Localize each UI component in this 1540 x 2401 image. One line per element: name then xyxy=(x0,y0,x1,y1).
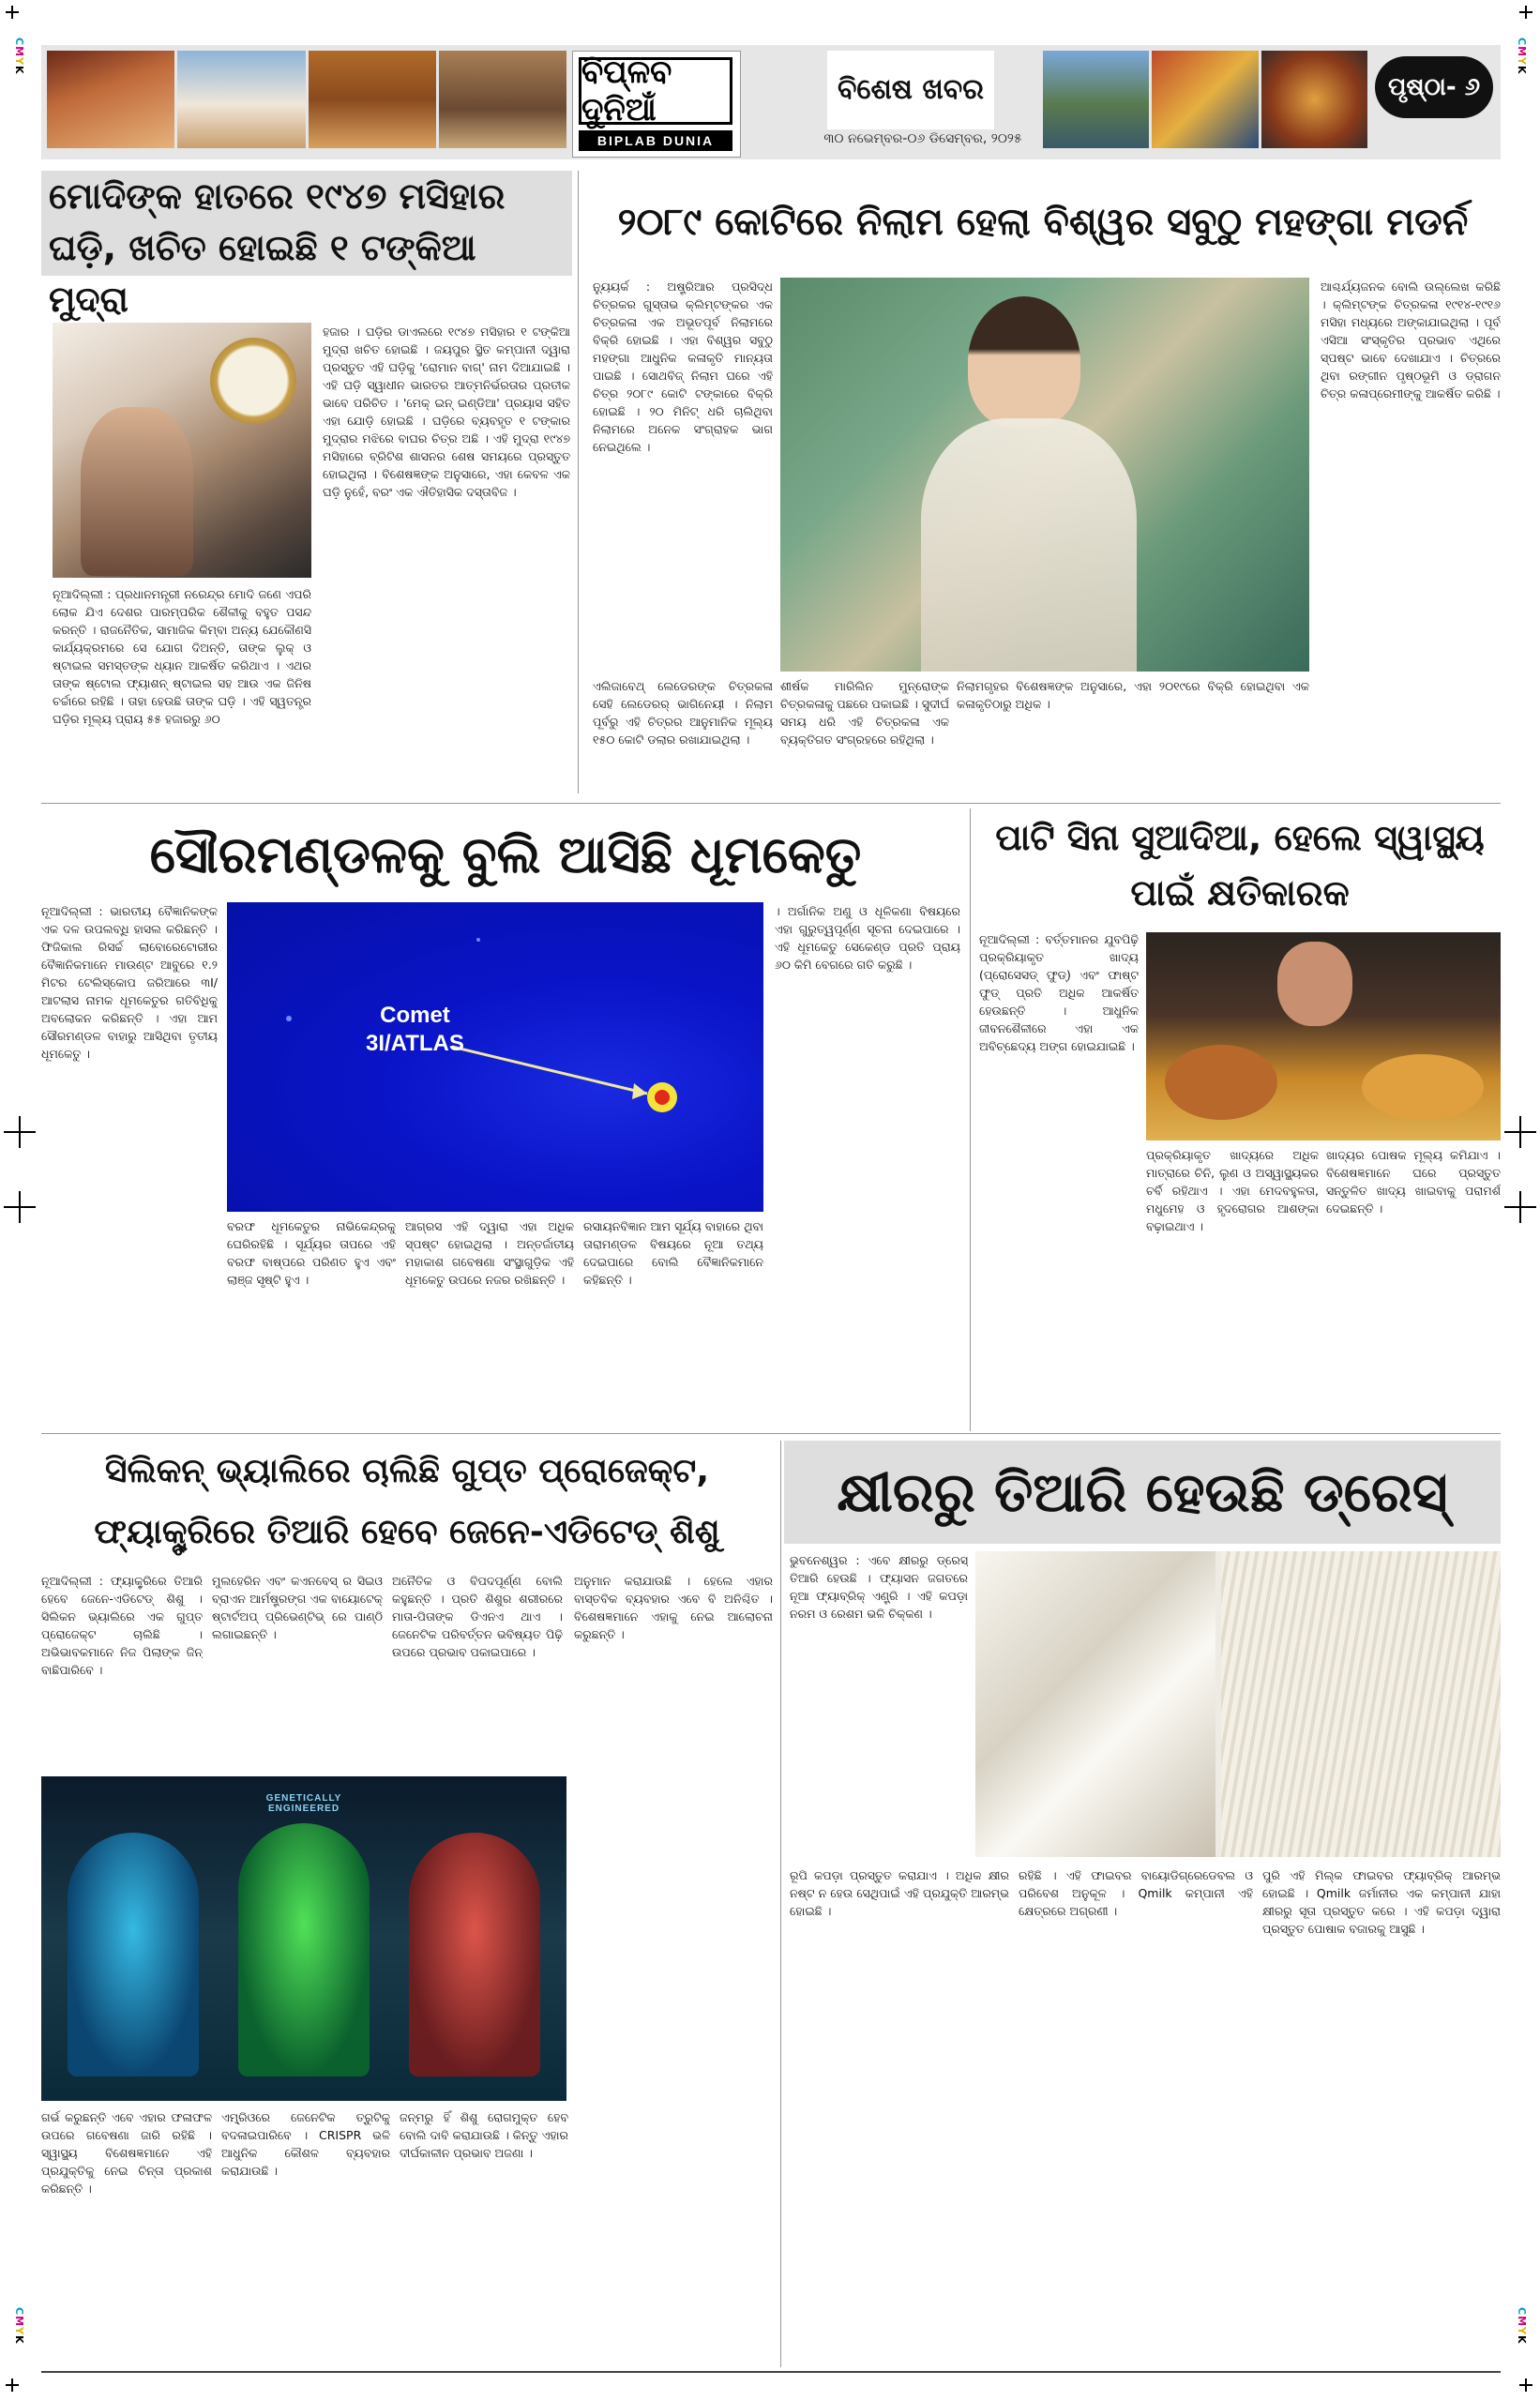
bottom-rule xyxy=(41,2371,1501,2373)
portrait-dress xyxy=(921,418,1137,672)
art-column-1: ନ୍ୟୁୟର୍କ : ଅଷ୍ଟ୍ରିଆର ପ୍ରସିଦ୍ଧ ଚିତ୍ରକର ଗୁସ୍ତାଭ କ୍ଲିମ୍ଟଙ୍କର ଏକ ଚିତ୍ରକଳା ଏକ ଅଭୂତପୂର୍ବ ନିଲାମରେ ବିକ୍ରି ହୋଇଛି । ଏହା ବିଶ୍ୱର ସବୁଠୁ ମହଙ୍ଗା ଆଧୁନିକ କଳାକୃତି ମାନ୍ୟତା ପାଇଛି । ସୋଥବିଜ୍ ନିଲାମ ଘରେ ଏହି ଚିତ୍ର ୨୦୮୯ କୋଟି ଟଙ୍କାରେ ବିକ୍ରି ହୋଇଛି । ୨୦ ମିନିଟ୍ ଧରି ଚାଲିଥିବା ନିଲାମରେ ଅନେକ ସଂଗ୍ରାହକ ଭାଗ ନେଇଥିଲେ । xyxy=(593,279,773,454)
modi-watch-photo xyxy=(53,323,311,578)
comet-column-5: । ଅର୍ଗାନିକ ଅଣୁ ଓ ଧୂଳିକଣା ବିଷୟରେ ଏହା ଗୁରୁତ୍ୱପୂର୍ଣ୍ଣ ସୂଚନା ଦେଇପାରେ । ଏହି ଧୂମକେତୁ ସେକେଣ୍ଡ ପ୍ରତି ପ୍ରାୟ ୬୦ କିମି ବେଗରେ ଗତି କରୁଛି । xyxy=(775,904,960,972)
pizza-column-1: ନୂଆଦିଲ୍ଲୀ : ବର୍ତ୍ତମାନର ଯୁବପିଢ଼ି ପ୍ରକ୍ରିୟାକୃତ ଖାଦ୍ୟ (ପ୍ରୋସେସଡ୍ ଫୁଡ୍) ଏବଂ ଫାଷ୍ଟ ଫୁଡ୍ ପ୍ରତି ଅଧିକ ଆକର୍ଷିତ ହେଉଛନ୍ତି । ଆଧୁନିକ ଜୀବନଶୈଳୀରେ ଏହା ଏକ ଅବିଚ୍ଛେଦ୍ୟ ଅଙ୍ଗ ହୋଇଯାଇଛି । xyxy=(979,932,1139,1053)
milk-fabric-photo xyxy=(975,1551,1501,1857)
building-photo xyxy=(439,51,566,148)
page-number-badge: ପୃଷ୍ଠା- ୬ xyxy=(1375,56,1493,118)
registration-mark-right-2 xyxy=(1504,1191,1536,1223)
column-rule xyxy=(578,171,579,793)
silicon-column-1: ନୂଆଦିଲ୍ଲୀ : ଫ୍ୟାକ୍ଟ୍ରିରେ ତିଆରି ହେବେ ଜେନେ-ଏଡିଟେଡ୍ ଶିଶୁ । ସିଲିକନ ଭ୍ୟାଲିରେ ଏକ ଗୁପ୍ତ ପ୍ରୋଜେକ୍ଟ ଚାଲିଛି । ଅଭିଭାବକମାନେ ନିଜ ପିଲାଙ୍କ ଜିନ୍ ବାଛିପାରିବେ । xyxy=(41,1574,203,1677)
comet-label-id: 3I/ATLAS xyxy=(366,1031,464,1056)
star-dot xyxy=(476,938,480,942)
art-column-4: ନିଲାମଗୃହର ବିଶେଷଜ୍ଞଙ୍କ ଅନୁସାରେ, ଏହା ୨୦୧୯ରେ ବିକ୍ରି ହୋଇଥିବା ଏକ କଳାକୃତିଠାରୁ ଅଧିକ । xyxy=(957,679,1309,711)
comet-label-name: Comet xyxy=(380,1003,450,1028)
food-photo xyxy=(47,51,174,148)
art-column-5: ଆଶ୍ଚର୍ଯ୍ୟଜନକ ବୋଲି ଉଲ୍ଲେଖ କରିଛି । କ୍ଲିମ୍ଟଙ୍କ ଚିତ୍ରକଳା ୧୯୧୪-୧୯୧୬ ମସିହା ମଧ୍ୟରେ ଅଙ୍କାଯାଇଥିଲା । ପୂର୍ବ ଏସିଆ ସଂସ୍କୃତିର ପ୍ରଭାବ ଏଥିରେ ସ୍ପଷ୍ଟ ଭାବେ ଦେଖାଯାଏ । ଚିତ୍ରରେ ଥିବା ରଙ୍ଗୀନ ପୃଷ୍ଠଭୂମି ଓ ଡ୍ରାଗନ ଚିତ୍ର କଳାପ୍ରେମୀଙ୍କୁ ଆକର୍ଷିତ କରିଛି । xyxy=(1321,279,1501,400)
comet-column-2: ବରଫ ଧୂମକେତୁର ନାଭିକେନ୍ଦ୍ରକୁ ଘେରିରହିଛି । ସୂର୍ଯ୍ୟର ତାପରେ ଏହି ବରଫ ବାଷ୍ପରେ ପରିଣତ ହୁଏ ଏବଂ ଲାଞ୍ଜ ସୃଷ୍ଟି ହୁଏ । xyxy=(227,1219,396,1287)
logo-title: ବିପ୍ଳବ ଦୁନିଆଁ xyxy=(579,57,732,125)
column-rule xyxy=(970,808,971,1431)
section-rule xyxy=(41,803,1501,804)
masthead-photo-strip-left xyxy=(47,51,566,148)
cmyk-label-bottom-right: CMYK xyxy=(1516,2307,1528,2345)
comet-arrow-line xyxy=(452,1047,647,1094)
milk-column-3: ରହିଛି । ଏହି ଫାଇବର ବାୟୋଡିଗ୍ରେଡେବଲ ଓ ପରିବେଶ ଅନୁକୂଳ । Qmilk କମ୍ପାନୀ ଏହି କ୍ଷେତ୍ରରେ ଅଗ୍ରଣୀ । xyxy=(1019,1868,1253,1918)
green-pod xyxy=(238,1823,370,2076)
registration-mark-left xyxy=(4,1116,36,1148)
section-rule xyxy=(41,1433,1501,1434)
registration-mark-left-2 xyxy=(4,1191,36,1223)
mandala-photo xyxy=(1261,51,1367,148)
comet-photo-overlay xyxy=(227,902,763,1212)
crop-mark-top-left xyxy=(6,6,19,19)
art-column-2: ଏଲିଜାବେଥ୍ ଲେଡେରଙ୍କ ଚିତ୍ରକଳା ସେହି ଲେଡେରର୍ ଭାଗିନେୟୀ । ନିଲାମ ପୂର୍ବରୁ ଏହି ଚିତ୍ରର ଆନୁମାନିକ ମୂଲ୍ୟ ୧୫୦ କୋଟି ଡଲାର ରଖାଯାଇଥିଲା । xyxy=(593,679,773,747)
comet-column-1: ନୂଆଦିଲ୍ଲୀ : ଭାରତୀୟ ବୈଜ୍ଞାନିକଙ୍କ ଏକ ଦଳ ଉପଲବ୍ଧି ହାସଲ କରିଛନ୍ତି । ଫିଜିକାଲ ରିସର୍ଚ୍ଚ ଲାବୋରେଟୋରୀର ବୈଜ୍ଞାନିକମାନେ ମାଉଣ୍ଟ ଆବୁରେ ୧.୨ ମିଟର ଟେଲିସ୍କୋପ ଜରିଆରେ ୩I/ଆଟଲାସ ନାମକ ଧୂମକେତୁର ଗତିବିଧିକୁ ଅବଲୋକନ କରିଛନ୍ତି । ଏହା ଆମ ସୌରମଣ୍ଡଳ ବାହାରୁ ଆସିଥିବା ତୃତୀୟ ଧୂମକେତୁ । xyxy=(41,904,218,1061)
comet-column-4: ରସାୟନବିଜ୍ଞାନ ଆମ ସୂର୍ଯ୍ୟ ବାହାରେ ଥିବା ତାରାମଣ୍ଡଳ ବିଷୟରେ ନୂଆ ତଥ୍ୟ ଦେଇପାରେ ବୋଲି ବୈଜ୍ଞାନିକମାନେ କହିଛନ୍ତି । xyxy=(583,1219,763,1287)
cmyk-label-left: CMYK xyxy=(13,38,25,75)
issue-date: ୩୦ ନଭେମ୍ବର-୦୬ ଡିସେମ୍ବର, ୨୦୨୫ xyxy=(823,131,1022,146)
cmyk-label-bottom-left: CMYK xyxy=(13,2307,25,2345)
comet-nucleus xyxy=(655,1090,670,1105)
portrait-face xyxy=(968,296,1080,428)
yarn-fiber-shape xyxy=(1221,1551,1501,1857)
illustration-label: GENETICALLY ENGINEERED xyxy=(265,1793,342,1814)
registration-mark-right xyxy=(1504,1116,1536,1148)
gene-edited-babies-illustration xyxy=(41,1776,566,2101)
comet-arrow-head xyxy=(632,1083,647,1099)
comet-photo xyxy=(227,902,763,1212)
burger-shape xyxy=(1165,1045,1277,1120)
crop-mark-bottom-left xyxy=(6,2378,19,2392)
blue-pod xyxy=(68,1833,199,2076)
modi-column-2: ହଜାର । ଘଡ଼ିର ଡାଏଲରେ ୧୯୪୭ ମସିହାର ୧ ଟଙ୍କିଆ ମୁଦ୍ରା ଖଚିତ ହୋଇଛି । ଜୟପୁର ସ୍ଥିତ କମ୍ପାନୀ ଦ୍ୱାରା ପ୍ରସ୍ତୁତ ଏହି ଘଡ଼ିକୁ 'ରୋମାନ ବାଗ୍' ନାମ ଦିଆଯାଇଛି । ଏହି ଘଡ଼ି ସ୍ୱାଧୀନ ଭାରତର ଆତ୍ମନିର୍ଭରତାର ପ୍ରତୀକ ଭାବେ ପରିଚିତ । 'ମେକ୍ ଇନ୍ ଇଣ୍ଡିଆ' ପ୍ରୟାସ ସହିତ ଏହା ଯୋଡ଼ି ହୋଇଛି । ଘଡ଼ିରେ ବ୍ୟବହୃତ ୧ ଟଙ୍କାର ମୁଦ୍ରାର ମଝିରେ ବାଘର ଚିତ୍ର ଅଛି । ଏହି ମୁଦ୍ରା ୧୯୪୭ ମସିହାରେ ବ୍ରିଟିଶ ଶାସନର ଶେଷ ସମୟରେ ପ୍ରସ୍ତୁତ ହୋଇଥିଲା । ବିଶେଷଜ୍ଞଙ୍କ ଅନୁସାରେ, ଏହା କେବଳ ଏକ ଘଡ଼ି ନୁହେଁ, ବରଂ ଏକ ଐତିହାସିକ ଦସ୍ତାବିଜ । xyxy=(323,325,570,499)
masthead xyxy=(41,45,1501,159)
milk-headline: କ୍ଷୀରରୁ ତିଆରି ହେଉଛି ଡ୍ରେସ୍ xyxy=(784,1441,1501,1544)
silicon-column-5: ଗର୍ଭ କରୁଛନ୍ତି ଏବେ ଏହାର ଫଳାଫଳ ଉପରେ ଗବେଷଣା ଜାରି ରହିଛି । ସ୍ୱାସ୍ଥ୍ୟ ବିଶେଷଜ୍ଞମାନେ ଏହି ପ୍ରଯୁକ୍ତିକୁ ନେଇ ଚିନ୍ତା ପ୍ରକାଶ କରିଛନ୍ତି । xyxy=(41,2110,212,2196)
lake-photo xyxy=(1043,51,1149,148)
silicon-headline: ସିଲିକନ୍ ଭ୍ୟାଲିରେ ଚାଲିଛି ଗୁପ୍ତ ପ୍ରୋଜେକ୍ଟ, ଫ୍ୟାକ୍ଟ୍ରିରେ ତିଆରି ହେବେ ଜେନେ-ଏଡିଟେଡ୍ ଶିଶୁ xyxy=(94,1452,720,1551)
art-column-3: ଶୀର୍ଷକ ମାରିଲିନ ମୁନ୍ରୋଙ୍କ ଚିତ୍ରକଳାକୁ ପଛରେ ପକାଇଛି । ସୁଦୀର୍ଘ ସମୟ ଧରି ଏହି ଚିତ୍ରକଳା ଏକ ବ୍ୟକ୍ତିଗତ ସଂଗ୍ରହରେ ରହିଥିଲା । xyxy=(780,679,949,747)
column-rule xyxy=(780,1441,781,2367)
masthead-photo-strip-right xyxy=(1043,51,1367,148)
pizza-shape xyxy=(1362,1054,1484,1120)
milk-column-1: ଭୁବନେଶ୍ୱର : ଏବେ କ୍ଷୀରରୁ ଡ୍ରେସ୍ ତିଆରି ହେଉଛି । ଫ୍ୟାସନ ଜଗତରେ ନୂଆ ଫ୍ୟାବ୍ରିକ୍ ଏଣ୍ଟ୍ରି । ଏହି କପଡ଼ା ନରମ ଓ ରେଶମ ଭଳି ଚିକ୍କଣ । xyxy=(790,1553,968,1621)
silicon-column-7: ଜନ୍ମରୁ ହିଁ ଶିଶୁ ରୋଗମୁକ୍ତ ହେବ ବୋଲି ଦାବି କରାଯାଉଛି । କିନ୍ତୁ ଏହାର ଦୀର୍ଘକାଳୀନ ପ୍ରଭାବ ଅଜଣା । xyxy=(400,2110,568,2160)
fast-food-photo xyxy=(1146,932,1501,1140)
crop-mark-top-right xyxy=(1519,6,1532,19)
person-silhouette xyxy=(81,407,193,576)
red-pod xyxy=(409,1833,540,2076)
cmyk-label-right: CMYK xyxy=(1516,38,1528,75)
silicon-column-3: ଅନୈତିକ ଓ ବିପଦପୂର୍ଣ୍ଣ ବୋଲି କହୁଛନ୍ତି । ପ୍ରତି ଶିଶୁର ଶରୀରରେ ମାତା-ପିତାଙ୍କ ଡିଏନଏ ଥାଏ । ଜେନେଟିକ ପରିବର୍ତ୍ତନ ଭବିଷ୍ୟତ ପିଢ଼ି ଉପରେ ପ୍ରଭାବ ପକାଇପାରେ । xyxy=(392,1574,563,1659)
person-face-shape xyxy=(1277,942,1352,1026)
modi-column-1: ନୂଆଦିଲ୍ଲୀ : ପ୍ରଧାନମନ୍ତ୍ରୀ ନରେନ୍ଦ୍ର ମୋଦି ଜଣେ ଏପରି ଲୋକ ଯିଏ ଦେଶର ପାରମ୍ପରିକ ଶୈଳୀକୁ ବହୁତ ପସନ୍ଦ କରନ୍ତି । ରାଜନୈତିକ, ସାମାଜିକ କିମ୍ବା ଅନ୍ୟ ଯେକୌଣସି କାର୍ଯ୍ୟକ୍ରମରେ ସେ ଯୋଗ ଦିଅନ୍ତି, ତାଙ୍କ ଲୁକ୍ ଓ ଷ୍ଟାଇଲ ସମସ୍ତଙ୍କ ଧ୍ୟାନ ଆକର୍ଷିତ କରିଥାଏ । ଏଥର ତାଙ୍କ ଷ୍ଟୋଲ ଫ୍ୟାଶନ୍ ଷ୍ଟାଇଲ ସହ ଆଉ ଏକ ଜିନିଷ ଚର୍ଚ୍ଚାରେ ରହିଛି । ତାହା ହେଉଛି ତାଙ୍କ ଘଡ଼ି । ଏହି ସ୍ୱତନ୍ତ୍ର ଘଡ଼ିର ମୂଲ୍ୟ ପ୍ରାୟ ୫୫ ହଜାରରୁ ୬୦ xyxy=(53,587,311,726)
art-headline: ୨୦୮୯ କୋଟିରେ ନିଲାମ ହେଲା ବିଶ୍ୱର ସବୁଠୁ ମହଙ୍ଗା ମଡର୍ନ xyxy=(617,201,1469,244)
crop-mark-bottom-right xyxy=(1519,2378,1532,2392)
taj-mahal-photo xyxy=(177,51,305,148)
klimt-painting xyxy=(780,278,1309,672)
satin-fabric-shape xyxy=(975,1551,1215,1857)
silicon-column-6: ଏମ୍ବ୍ରିଓରେ ଜେନେଟିକ ତ୍ରୁଟିକୁ ବଦଳାଇପାରିବେ । CRISPR ଭଳି ଆଧୁନିକ କୌଶଳ ବ୍ୟବହାର କରାଯାଉଛି । xyxy=(221,2110,390,2178)
comet-column-3: ଆଗ୍ରସ ଏହି ଦ୍ୱାରା ଏହା ଅଧିକ ସ୍ପଷ୍ଟ ହୋଇଥିଲା । ଅନ୍ତର୍ଜାତୀୟ ମହାକାଶ ଗବେଷଣା ସଂସ୍ଥାଗୁଡ଼ିକ ଏହି ଧୂମକେତୁ ଉପରେ ନଜର ରଖିଛନ୍ତି । xyxy=(405,1219,574,1287)
milk-column-2: ରୂପି କପଡ଼ା ପ୍ରସ୍ତୁତ କରାଯାଏ । ଅଧିକ କ୍ଷୀର ନଷ୍ଟ ନ ହେଉ ସେଥିପାଇଁ ଏହି ପ୍ରଯୁକ୍ତି ଆରମ୍ଭ ହୋଇଛି । xyxy=(790,1868,1009,1918)
pizza-headline: ପାଟି ସିନା ସୁଆଦିଆ, ହେଲେ ସ୍ୱାସ୍ଥ୍ୟ ପାଇଁ କ୍ଷତିକାରକ xyxy=(995,817,1485,914)
logo-subtitle: BIPLAB DUNIA xyxy=(579,130,732,151)
star-dot xyxy=(286,1016,292,1021)
newspaper-logo xyxy=(572,51,741,158)
monument-photo xyxy=(309,51,436,148)
pizza-column-3: ଖାଦ୍ୟର ପୋଷକ ମୂଲ୍ୟ କମିଯାଏ । ବିଶେଷଜ୍ଞମାନେ ଘରେ ପ୍ରସ୍ତୁତ ସନ୍ତୁଳିତ ଖାଦ୍ୟ ଖାଇବାକୁ ପରାମର୍ଶ ଦେଇଛନ୍ତି । xyxy=(1326,1148,1501,1216)
silicon-column-2: ମୁଲହେରିନ ଏବଂ କଏନବେସ୍ ର ସିଇଓ ବ୍ରାଏନ ଆର୍ମଷ୍ଟ୍ରଙ୍ଗ ଏକ ବାୟୋଟେକ୍ ଷ୍ଟାର୍ଟଅପ୍ ପ୍ରିଭେଣ୍ଟିଭ୍ ରେ ପାଣ୍ଠି ଲଗାଇଛନ୍ତି । xyxy=(212,1574,383,1641)
milk-column-4: ପୁରି ଏହି ମିଲ୍କ ଫାଇବର ଫ୍ୟାବ୍ରିକ୍ ଆରମ୍ଭ ହୋଇଛି । Qmilk ଜର୍ମାନୀର ଏକ କମ୍ପାନୀ ଯାହା କ୍ଷୀରରୁ ସୂତା ପ୍ରସ୍ତୁତ କରେ । ଏହି କପଡ଼ା ଦ୍ୱାରା ପ୍ରସ୍ତୁତ ପୋଷାକ ବଜାରକୁ ଆସୁଛି । xyxy=(1262,1868,1501,1936)
modi-headline: ମୋଦିଙ୍କ ହାତରେ ୧୯୪୭ ମସିହାର ଘଡ଼ି, ଖଚିତ ହୋଇଛି ୧ ଟଙ୍କିଆ ମୁଦ୍ରା xyxy=(41,171,572,276)
watch-dial-shape xyxy=(210,338,296,424)
painting-photo xyxy=(1152,51,1258,148)
silicon-column-4: ଅନୁମାନ କରାଯାଉଛି । ହେଲେ ଏହାର ବାସ୍ତବିକ ବ୍ୟବହାର ଏବେ ବି ଅନିଶ୍ଚିତ । ବିଶେଷଜ୍ଞମାନେ ଏହାକୁ ନେଇ ଆଲୋଚନା କରୁଛନ୍ତି । xyxy=(574,1574,773,1641)
comet-headline: ସୌରମଣ୍ଡଳକୁ ବୁଲି ଆସିଛି ଧୂମକେତୁ xyxy=(149,825,862,884)
pizza-column-2: ପ୍ରକ୍ରିୟାକୃତ ଖାଦ୍ୟରେ ଅଧିକ ମାତ୍ରାରେ ଚିନି, ଲୁଣ ଓ ଅସ୍ୱାସ୍ଥ୍ୟକର ଚର୍ବି ରହିଥାଏ । ଏହା ମେଦବହୁଳତା, ମଧୁମେହ ଓ ହୃଦରୋଗର ଆଶଙ୍କା ବଢ଼ାଇଥାଏ । xyxy=(1146,1148,1319,1233)
section-title: ବିଶେଷ ଖବର xyxy=(827,51,994,129)
